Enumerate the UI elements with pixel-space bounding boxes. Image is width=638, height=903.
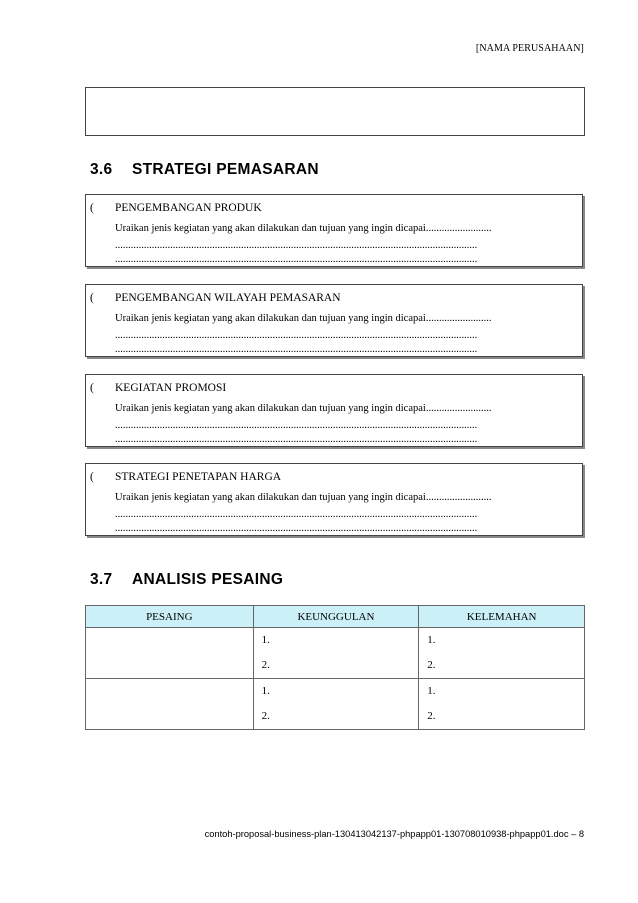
strategy-fill-line: ..........................................................................................................................................	[115, 330, 478, 341]
strategy-box-product	[85, 194, 583, 267]
keunggulan-item: 1.	[261, 634, 270, 646]
section-37-number: 3.7	[90, 571, 113, 588]
table-row	[86, 679, 585, 730]
strategy-title: PENGEMBANGAN WILAYAH PEMASARAN	[115, 292, 341, 304]
header-keunggulan: KEUNGGULAN	[253, 606, 419, 628]
strategy-instruction: Uraikan jenis kegiatan yang akan dilakukan dan tujuan yang ingin dicapai.........................	[115, 492, 492, 503]
strategy-title: STRATEGI PENETAPAN HARGA	[115, 471, 282, 483]
kelemahan-item: 1.	[427, 634, 436, 646]
cell-pesaing	[86, 628, 254, 679]
section-36-number: 3.6	[90, 161, 113, 178]
strategy-fill-line: ..........................................................................................................................................	[115, 434, 478, 445]
section-36-title: STRATEGI PEMASARAN	[132, 161, 319, 178]
strategy-fill-line: ..........................................................................................................................................	[115, 344, 478, 355]
strategy-instruction: Uraikan jenis kegiatan yang akan dilakukan dan tujuan yang ingin dicapai.........................	[115, 313, 492, 324]
strategy-title: KEGIATAN PROMOSI	[115, 382, 227, 394]
strategy-fill-line: ..........................................................................................................................................	[115, 240, 478, 251]
cell-keunggulan	[253, 679, 419, 730]
strategy-bullet: (	[90, 292, 94, 304]
strategy-box-promotion	[85, 374, 583, 447]
section-36-heading	[90, 161, 319, 179]
table-header-row	[86, 606, 585, 628]
header-kelemahan: KELEMAHAN	[419, 606, 585, 628]
strategy-fill-line: ..........................................................................................................................................	[115, 509, 478, 520]
strategy-fill-line: ..........................................................................................................................................	[115, 420, 478, 431]
page-footer: contoh-proposal-business-plan-130413042137-phpapp01-130708010938-phpapp01.doc – 8	[204, 829, 584, 839]
strategy-instruction: Uraikan jenis kegiatan yang akan dilakukan dan tujuan yang ingin dicapai.........................	[115, 223, 492, 234]
table-row	[86, 628, 585, 679]
strategy-box-pricing	[85, 463, 583, 536]
section-37-title: ANALISIS PESAING	[132, 571, 284, 588]
competitor-table	[85, 605, 585, 730]
keunggulan-item: 1.	[261, 685, 270, 697]
strategy-fill-line: ..........................................................................................................................................	[115, 523, 478, 534]
strategy-box-market-area	[85, 284, 583, 357]
kelemahan-item: 2.	[427, 659, 436, 671]
keunggulan-item: 2.	[261, 659, 270, 671]
strategy-bullet: (	[90, 382, 94, 394]
kelemahan-item: 1.	[427, 685, 436, 697]
strategy-fill-line: ..........................................................................................................................................	[115, 254, 478, 265]
keunggulan-item: 2.	[261, 710, 270, 722]
kelemahan-item: 2.	[427, 710, 436, 722]
cell-keunggulan	[253, 628, 419, 679]
company-header: [NAMA PERUSAHAAN]	[475, 43, 584, 54]
strategy-bullet: (	[90, 202, 94, 214]
cell-kelemahan	[419, 679, 585, 730]
strategy-bullet: (	[90, 471, 94, 483]
top-empty-box	[85, 87, 585, 136]
cell-kelemahan	[419, 628, 585, 679]
header-pesaing: PESAING	[86, 606, 254, 628]
strategy-title: PENGEMBANGAN PRODUK	[115, 202, 262, 214]
cell-pesaing	[86, 679, 254, 730]
strategy-instruction: Uraikan jenis kegiatan yang akan dilakukan dan tujuan yang ingin dicapai.........................	[115, 403, 492, 414]
section-37-heading	[90, 571, 283, 589]
